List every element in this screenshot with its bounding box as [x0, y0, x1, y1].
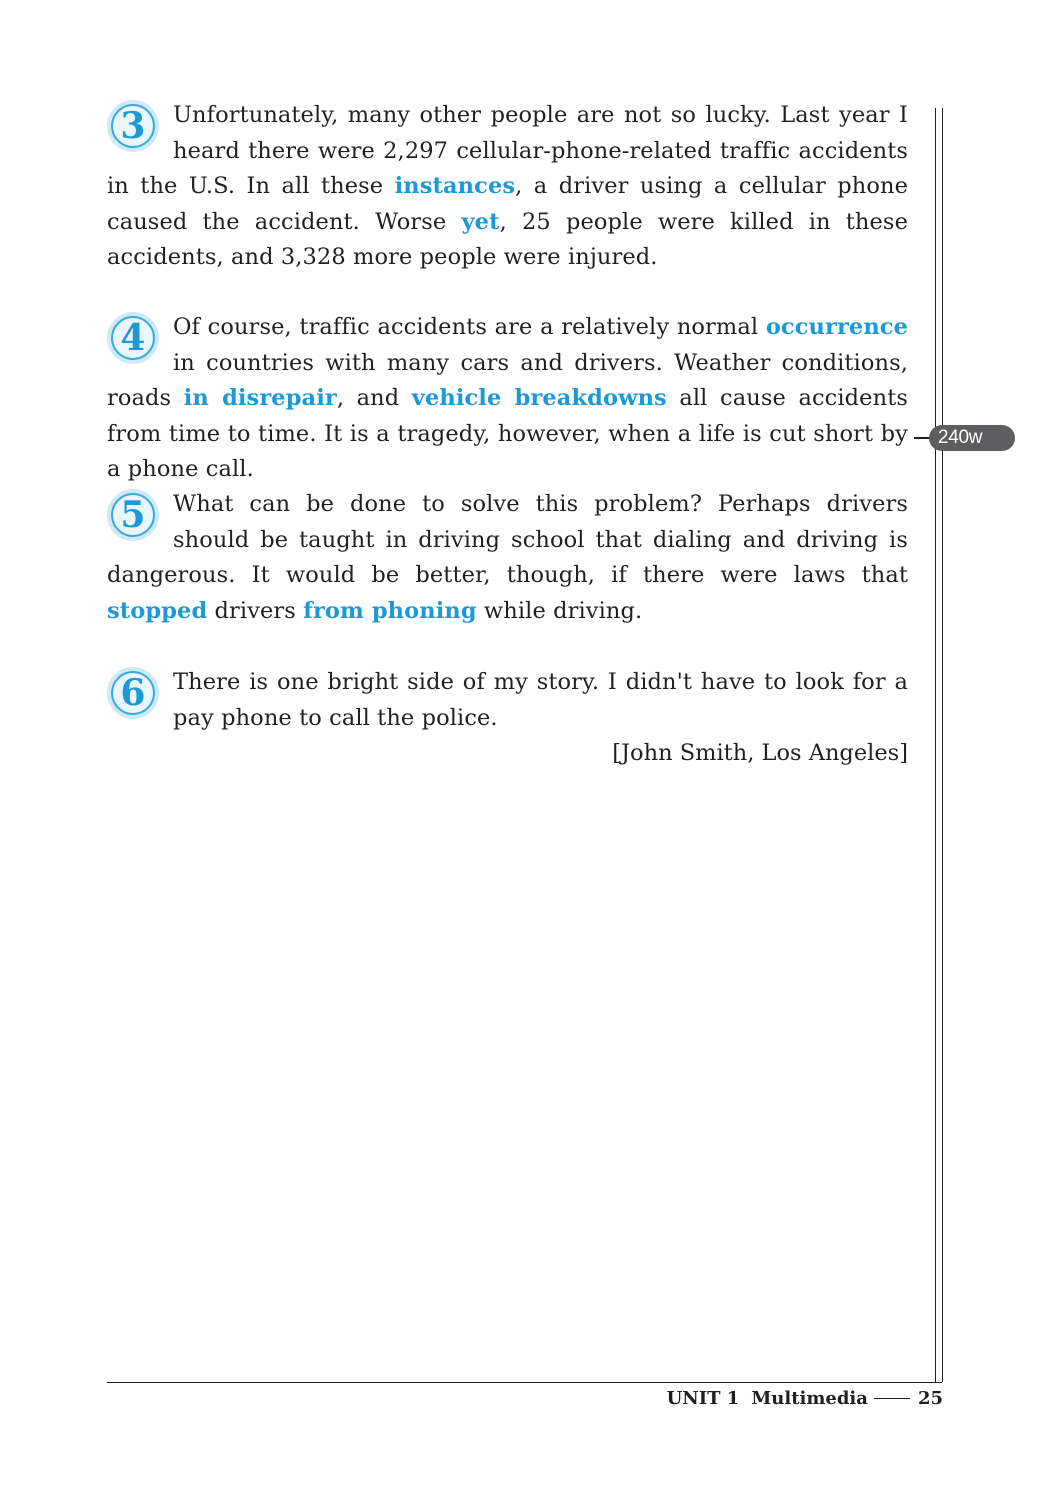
paragraph-number-badge	[107, 312, 159, 364]
margin-rule-inner	[935, 108, 936, 1382]
vocab-keyword: occurrence	[765, 314, 908, 340]
paragraph-number: 3	[120, 105, 146, 147]
paragraph-number: 6	[120, 672, 146, 714]
word-count-label: 240w	[929, 425, 1015, 451]
attribution: [John Smith, Los Angeles]	[612, 740, 908, 766]
text-run: What can be done to solve this problem? Perhaps drivers should be taught in driving school that dialing and driving is dangerous. It would be better, though, if there were laws that	[107, 491, 908, 588]
page-number: 25	[917, 1388, 943, 1409]
paragraph-number-badge	[107, 667, 159, 719]
text-run: Unfortunately, many other people are not so lucky. Last year I heard there were 2,297 cellular-phone-related traffic accidents in the U.S. In all these	[107, 102, 908, 199]
text-run: There is one bright side of my story. I didn't have to look for a pay phone to call the police.	[173, 669, 908, 731]
text-run: in countries with many cars and drivers. Weather conditions, roads	[107, 349, 908, 411]
paragraph-4	[107, 310, 908, 488]
footer-dash	[874, 1398, 910, 1399]
vocab-keyword: vehicle breakdowns	[411, 385, 667, 411]
paragraph-number-badge	[107, 100, 159, 152]
paragraph-6	[107, 665, 908, 736]
paragraph-text	[107, 665, 908, 736]
footer-title: Multimedia	[751, 1388, 868, 1409]
text-run: while driving.	[476, 597, 643, 624]
vocab-keyword: yet	[461, 208, 500, 235]
paragraph-5	[107, 487, 908, 629]
text-run: drivers	[207, 597, 304, 624]
text-run: Of course, traffic accidents are a relatively normal	[173, 314, 766, 340]
text-run: , 25 people were killed in these accidents, and 3,328 more people were injured.	[107, 208, 908, 270]
vocab-keyword: stopped	[107, 597, 208, 624]
paragraph-text	[107, 310, 908, 488]
paragraph-text	[107, 98, 908, 276]
footer-unit: UNIT 1	[666, 1388, 740, 1409]
vocab-keyword: from phoning	[303, 597, 477, 624]
text-run: , and	[336, 385, 412, 411]
paragraph-number: 5	[120, 494, 146, 536]
paragraph-number: 4	[120, 317, 146, 359]
page-footer	[667, 1388, 943, 1409]
text-run: all cause accidents from time to time. It is a tragedy, however, when a life is cut short by a phone call.	[107, 385, 908, 482]
paragraph-number-badge	[107, 489, 159, 541]
text-run: , a driver using a cellular phone caused the accident. Worse	[107, 173, 908, 235]
margin-rule-outer	[942, 108, 943, 1382]
vocab-keyword: in disrepair	[183, 385, 337, 411]
footer-rule	[107, 1382, 942, 1383]
paragraph-3	[107, 98, 908, 276]
vocab-keyword: instances	[394, 173, 516, 199]
paragraph-text	[107, 487, 908, 629]
